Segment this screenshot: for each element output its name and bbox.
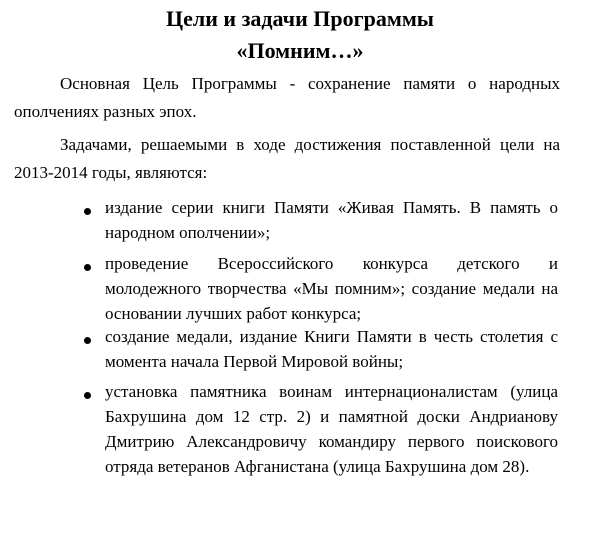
document-title: Цели и задачи Программы: [166, 6, 434, 31]
bullet-icon: [84, 264, 91, 271]
program-name: «Помним…»: [236, 38, 364, 63]
bullet-icon: [84, 392, 91, 399]
list-item-text: создание медали, издание Книги Памяти в честь столетия с момента начала Первой Мировой войны;: [105, 327, 558, 371]
list-item-text: установка памятника воинам интернационалистам (улица Бахрушина дом 12 стр. 2) и памятной доски Андрианову Дмитрию Александровичу командиру первого поискового отряда ветеранов Афганистана (улица Бахрушина дом 28).: [105, 382, 558, 476]
bullet-icon: [84, 337, 91, 344]
list-item-text: проведение Всероссийского конкурса детского и молодежного творчества «Мы помним»; создание медали на основании лучших работ конкурса;: [105, 254, 558, 323]
list-item-text: издание серии книги Памяти «Живая Память. В память о народном ополчении»;: [105, 198, 558, 242]
main-goal-paragraph: Основная Цель Программы - сохранение памяти о народных ополчениях разных эпох.: [14, 74, 560, 121]
bullet-icon: [84, 208, 91, 215]
tasks-intro-paragraph: Задачами, решаемыми в ходе достижения поставленной цели на 2013-2014 годы, являются:: [14, 135, 560, 182]
